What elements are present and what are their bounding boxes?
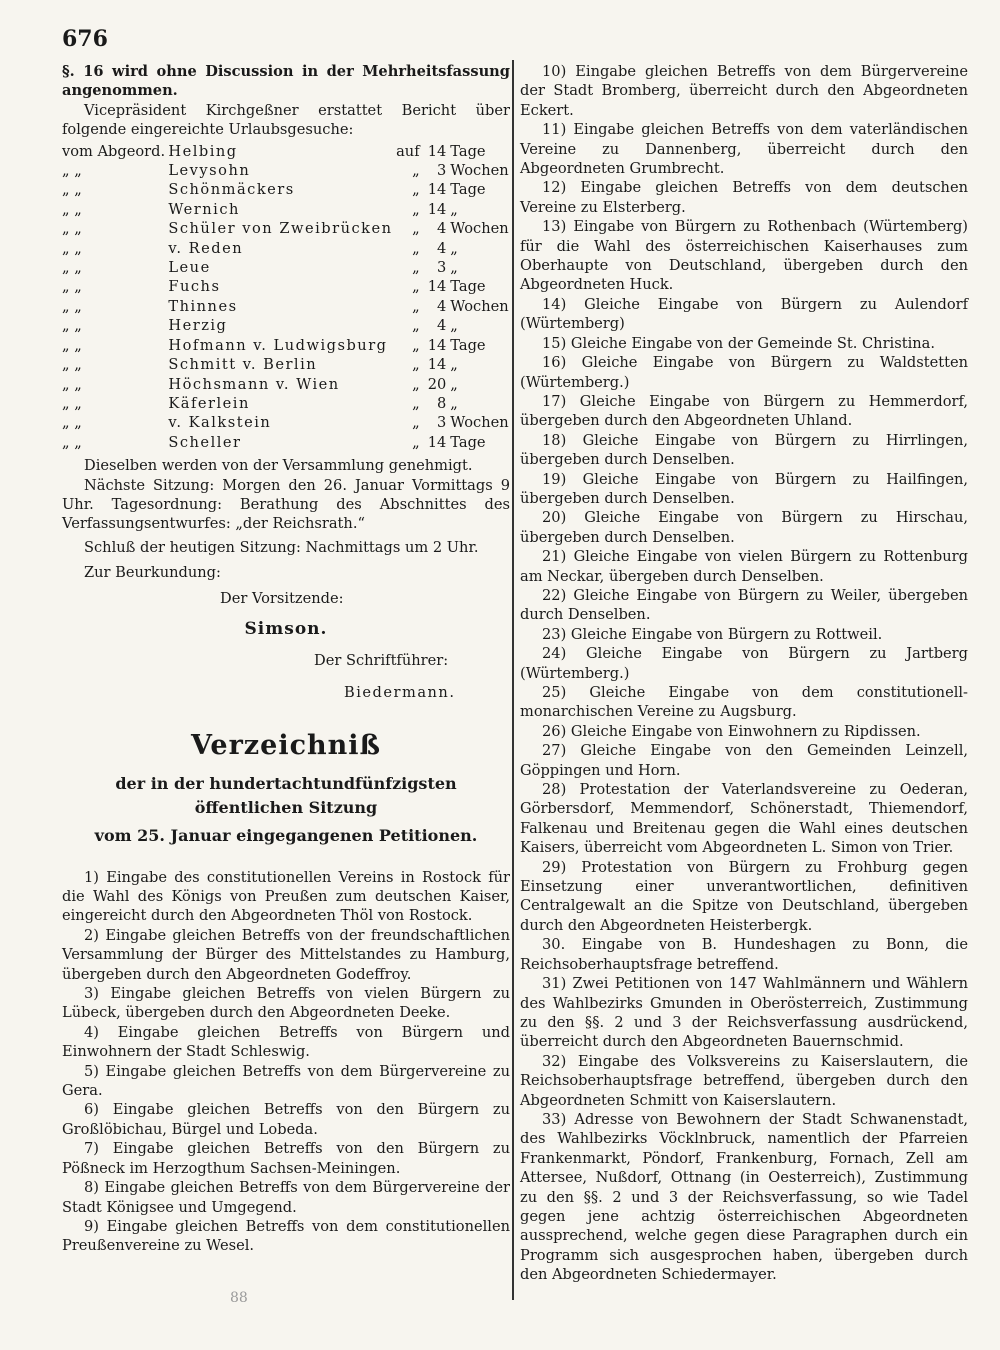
leave-request-prefix: „ „ bbox=[62, 278, 82, 296]
leave-request-unit: Wochen bbox=[450, 162, 509, 180]
leave-request-duration-prefix: „ bbox=[412, 239, 420, 257]
secretary-name: Biedermann. bbox=[344, 683, 456, 701]
petition-entry: 28) Protestation der Vaterlandsvereine zu Oederan, Görbersdorf, Memmendorf, Schönerstadt, Thiemendorf, Falkenau und Breitenau gegen die Wahl eines deutschen Kaisers, überreicht vom Abgeordneten L. Simon von Trier. bbox=[520, 781, 968, 857]
petition-entry: 21) Gleiche Eingabe von vielen Bürgern zu Rottenburg am Neckar, übergeben durch Denselben. bbox=[520, 548, 968, 585]
leave-request-name: Herzig bbox=[168, 317, 228, 335]
petition-entry: 15) Gleiche Eingabe von der Gemeinde St. Christina. bbox=[542, 334, 935, 352]
leave-request-duration bbox=[393, 413, 451, 432]
leave-request-duration-prefix: „ bbox=[412, 278, 420, 296]
next-session-paragraph: Nächste Sitzung: Morgen den 26. Januar Vormittags 9 Uhr. Tagesordnung: Berathung des Abschnittes des Verfassungsentwurfes: „der Reichsrath.“ bbox=[62, 476, 510, 533]
intro-paragraph: §. 16 wird ohne Discussion in der Mehrheitsfassung angenommen. bbox=[62, 63, 510, 100]
leave-request-unit: Wochen bbox=[450, 297, 509, 315]
leave-request-row bbox=[62, 142, 510, 161]
secretary-label: Der Schriftführer: bbox=[314, 652, 449, 670]
leave-request-duration-prefix: „ bbox=[412, 356, 420, 374]
leave-request-row bbox=[62, 433, 510, 452]
leave-request-unit: „ bbox=[450, 375, 458, 393]
leave-request-prefix: „ „ bbox=[62, 433, 82, 451]
leave-request-name: Höchsmann v. Wien bbox=[168, 375, 340, 393]
leave-request-duration-prefix: „ bbox=[412, 414, 420, 432]
leave-request-number: 20 bbox=[427, 375, 447, 393]
petition-list-subtitle-1: der in der hundertachtundfünfzigsten öffentlichen Sitzung bbox=[115, 773, 457, 817]
petition-entry: 23) Gleiche Eingabe von Bürgern zu Rottweil. bbox=[542, 625, 883, 643]
leave-request-duration bbox=[393, 355, 451, 374]
leave-request-duration bbox=[393, 297, 451, 316]
petition-entry: 17) Gleiche Eingabe von Bürgern zu Hemmerdorf, übergeben durch den Abgeordneten Uhland. bbox=[520, 392, 968, 430]
leave-request-unit: „ bbox=[450, 259, 458, 277]
approval-paragraph: Dieselben werden von der Versammlung genehmigt. bbox=[84, 457, 473, 475]
leave-request-duration bbox=[393, 394, 451, 413]
leave-request-unit: Tage bbox=[450, 142, 486, 160]
petition-entry: 30. Eingabe von B. Hundeshagen zu Bonn, die Reichsoberhauptsfrage betreffend. bbox=[520, 936, 968, 973]
leave-request-name: Helbing bbox=[168, 142, 238, 160]
leave-requests-table bbox=[62, 142, 510, 453]
leave-request-duration bbox=[393, 258, 451, 277]
leave-request-duration bbox=[393, 239, 451, 258]
leave-request-prefix: „ „ bbox=[62, 336, 82, 354]
leave-request-name: Leue bbox=[168, 259, 211, 277]
petition-entry: 24) Gleiche Eingabe von Bürgern zu Jartberg (Würtemberg.) bbox=[520, 645, 968, 682]
leave-request-prefix: „ „ bbox=[62, 414, 82, 432]
leave-request-name: Scheller bbox=[168, 433, 242, 451]
petition-entry: 19) Gleiche Eingabe von Bürgern zu Hailfingen, übergeben durch Denselben. bbox=[520, 470, 968, 507]
leave-request-row bbox=[62, 316, 510, 335]
leave-request-number: 3 bbox=[436, 162, 447, 180]
leave-request-duration-prefix: „ bbox=[412, 394, 420, 412]
leave-request-number: 8 bbox=[436, 394, 447, 412]
petition-entry: 29) Protestation von Bürgern zu Frohburg gegen Einsetzung einer unverantwortlichen, definitiven Centralgewalt an die Spitze von Deutschland, übergeben durch den Abgeordneten Heisterbergk. bbox=[520, 858, 968, 934]
leave-request-number: 4 bbox=[436, 220, 447, 238]
attestation-label: Zur Beurkundung: bbox=[84, 564, 221, 582]
leave-request-row bbox=[62, 394, 510, 413]
leave-request-row bbox=[62, 200, 510, 219]
petition-entry: 13) Eingabe von Bürgern zu Rothenbach (Würtemberg) für die Wahl des österreichischen Kaiserhauses zum Oberhaupte von Deutschland, übergeben durch den Abgeordneten Huck. bbox=[520, 218, 968, 294]
leave-request-prefix: „ „ bbox=[62, 162, 82, 180]
leave-request-prefix: „ „ bbox=[62, 356, 82, 374]
petition-list-subtitle-2: vom 25. Januar eingegangenen Petitionen. bbox=[94, 825, 478, 845]
right-petition-list bbox=[520, 62, 968, 1285]
leave-request-number: 3 bbox=[436, 259, 447, 277]
leave-request-name: Hofmann v. Ludwigsburg bbox=[168, 336, 388, 354]
leave-request-prefix: „ „ bbox=[62, 259, 82, 277]
petition-entry: 2) Eingabe gleichen Betreffs von der freundschaftlichen Versammlung der Bürger des Mittelstandes zu Hamburg, übergeben durch den Abgeordneten Godeffroy. bbox=[62, 926, 510, 983]
leave-request-prefix: „ „ bbox=[62, 297, 82, 315]
petition-entry: 18) Gleiche Eingabe von Bürgern zu Hirrlingen, übergeben durch Denselben. bbox=[520, 431, 968, 469]
petition-entry: 16) Gleiche Eingabe von Bürgern zu Waldstetten (Würtemberg.) bbox=[520, 354, 968, 391]
leave-request-prefix: „ „ bbox=[62, 375, 82, 393]
page-number: 676 bbox=[62, 26, 108, 52]
petition-entry: 10) Eingabe gleichen Betreffs von dem Bürgervereine der Stadt Bromberg, überreicht durch den Abgeordneten Eckert. bbox=[520, 63, 968, 119]
leave-request-prefix: vom Abgeord. bbox=[62, 142, 166, 160]
petition-list-title: Verzeichniß bbox=[190, 730, 382, 762]
leave-request-duration bbox=[393, 142, 451, 161]
leave-request-row bbox=[62, 239, 510, 258]
leave-request-number: 14 bbox=[427, 336, 447, 354]
petition-entry: 25) Gleiche Eingabe von dem constitutionell-monarchischen Vereine zu Augsburg. bbox=[520, 684, 968, 721]
leave-request-unit: Wochen bbox=[450, 220, 509, 238]
leave-request-number: 4 bbox=[436, 297, 447, 315]
left-column bbox=[62, 62, 510, 1256]
leave-request-name: Käferlein bbox=[168, 394, 250, 412]
leave-request-name: v. Reden bbox=[168, 239, 244, 257]
leave-request-unit: „ bbox=[450, 317, 458, 335]
closing-paragraph: Schluß der heutigen Sitzung: Nachmittags um 2 Uhr. bbox=[84, 538, 479, 556]
leave-request-duration-prefix: „ bbox=[412, 336, 420, 354]
leave-request-duration-prefix: „ bbox=[412, 162, 420, 180]
petition-entry: 5) Eingabe gleichen Betreffs von dem Bürgervereine zu Gera. bbox=[62, 1062, 510, 1100]
petition-entry: 31) Zwei Petitionen von 147 Wahlmännern und Wählern des Wahlbezirks Gmunden in Oberösterreich, Zustimmung zu den §§. 2 und 3 der Reichsverfassung ausdrückend, überreicht durch den Abgeordneten Bauernschmid. bbox=[520, 975, 968, 1051]
leave-request-prefix: „ „ bbox=[62, 239, 82, 257]
petition-entry: 22) Gleiche Eingabe von Bürgern zu Weiler, übergeben durch Denselben. bbox=[520, 586, 968, 624]
leave-request-unit: „ bbox=[450, 200, 458, 218]
leave-request-prefix: „ „ bbox=[62, 200, 82, 218]
leave-request-name: Fuchs bbox=[168, 278, 221, 296]
leave-request-number: 14 bbox=[427, 200, 447, 218]
leave-request-unit: Tage bbox=[450, 278, 486, 296]
leave-request-unit: Tage bbox=[450, 336, 486, 354]
petition-entry: 12) Eingabe gleichen Betreffs von dem deutschen Vereine zu Elsterberg. bbox=[520, 179, 968, 216]
leave-request-prefix: „ „ bbox=[62, 220, 82, 238]
leave-request-name: Schmitt v. Berlin bbox=[168, 356, 318, 374]
leave-request-number: 14 bbox=[427, 181, 447, 199]
leave-request-prefix: „ „ bbox=[62, 181, 82, 199]
leave-request-row bbox=[62, 355, 510, 374]
leave-request-row bbox=[62, 219, 510, 238]
leave-request-duration bbox=[393, 433, 451, 452]
leave-request-row bbox=[62, 297, 510, 316]
leave-request-row bbox=[62, 180, 510, 199]
leave-request-duration-prefix: auf bbox=[396, 142, 420, 160]
leave-request-number: 14 bbox=[427, 433, 447, 451]
leave-request-number: 3 bbox=[436, 414, 447, 432]
leave-request-prefix: „ „ bbox=[62, 394, 82, 412]
leave-request-row bbox=[62, 375, 510, 394]
leave-request-duration-prefix: „ bbox=[412, 297, 420, 315]
petition-entry: 33) Adresse von Bewohnern der Stadt Schwanenstadt, des Wahlbezirks Vöcklnbruck, namentlich der Pfarreien Frankenmarkt, Pöndorf, Frankenburg, Fornach, Zell am Attersee, Nußdorf, Ottnang (in Oesterreich), Zustimmung zu den §§. 2 und 3 der Reichsverfassung, so wie Tadel gegen jene achtzig österreichischen Abgeordneten aussprechend, welche gegen diese Paragraphen durch ein Programm sich ausgesprochen haben, übergeben durch den Abgeordneten Schiedermayer. bbox=[520, 1110, 968, 1284]
leave-request-name: Schüler von Zweibrücken bbox=[168, 220, 393, 238]
column-divider bbox=[512, 60, 514, 1300]
petition-entry: 1) Eingabe des constitutionellen Vereins in Rostock für die Wahl des Königs von Preußen zum deutschen Kaiser, eingereicht durch den Abgeordneten Thöl von Rostock. bbox=[62, 868, 510, 925]
petition-entry: 4) Eingabe gleichen Betreffs von Bürgern und Einwohnern der Stadt Schleswig. bbox=[62, 1023, 510, 1061]
leave-request-duration-prefix: „ bbox=[412, 259, 420, 277]
leave-request-duration-prefix: „ bbox=[412, 433, 420, 451]
report-paragraph: Vicepräsident Kirchgeßner erstattet Bericht über folgende eingereichte Urlaubsgesuche: bbox=[62, 101, 510, 139]
leave-request-duration-prefix: „ bbox=[412, 375, 420, 393]
leave-request-number: 4 bbox=[436, 317, 447, 335]
petition-entry: 14) Gleiche Eingabe von Bürgern zu Aulendorf (Würtemberg) bbox=[520, 295, 968, 333]
leave-request-prefix: „ „ bbox=[62, 317, 82, 335]
leave-request-number: 4 bbox=[436, 239, 447, 257]
leave-request-duration bbox=[393, 180, 451, 199]
petition-entry: 6) Eingabe gleichen Betreffs von den Bürgern zu Großlöbichau, Bürgel und Lobeda. bbox=[62, 1101, 510, 1138]
leave-request-number: 14 bbox=[427, 278, 447, 296]
leave-request-unit: „ bbox=[450, 394, 458, 412]
leave-request-name: Levysohn bbox=[168, 162, 251, 180]
leave-request-duration-prefix: „ bbox=[412, 220, 420, 238]
petition-entry: 9) Eingabe gleichen Betreffs von dem constitutionellen Preußenvereine zu Wesel. bbox=[62, 1217, 510, 1255]
petition-entry: 11) Eingabe gleichen Betreffs von dem vaterländischen Vereine zu Dannenberg, überreicht durch den Abgeordneten Grumbrecht. bbox=[520, 121, 968, 178]
leave-request-row bbox=[62, 161, 510, 180]
leave-request-name: v. Kalkstein bbox=[168, 414, 272, 432]
leave-request-duration bbox=[393, 200, 451, 219]
petition-entry: 8) Eingabe gleichen Betreffs von dem Bürgervereine der Stadt Königsee und Umgegend. bbox=[62, 1179, 510, 1216]
petition-entry: 20) Gleiche Eingabe von Bürgern zu Hirschau, übergeben durch Denselben. bbox=[520, 509, 968, 546]
leave-request-duration bbox=[393, 219, 451, 238]
petition-entry: 3) Eingabe gleichen Betreffs von vielen Bürgern zu Lübeck, übergeben durch den Abgeordneten Deeke. bbox=[62, 985, 510, 1022]
leave-request-duration bbox=[393, 277, 451, 296]
leave-request-duration bbox=[393, 316, 451, 335]
petition-entry: 26) Gleiche Eingabe von Einwohnern zu Ripdissen. bbox=[542, 722, 921, 740]
leave-request-name: Wernich bbox=[168, 200, 240, 218]
leave-request-unit: Wochen bbox=[450, 414, 509, 432]
leave-request-duration-prefix: „ bbox=[412, 181, 420, 199]
leave-request-unit: „ bbox=[450, 356, 458, 374]
leave-request-unit: Tage bbox=[450, 433, 486, 451]
leave-request-row bbox=[62, 413, 510, 432]
leave-request-number: 14 bbox=[427, 356, 447, 374]
chair-label: Der Vorsitzende: bbox=[220, 589, 344, 607]
leave-request-unit: Tage bbox=[450, 181, 486, 199]
petition-entry: 7) Eingabe gleichen Betreffs von den Bürgern zu Pößneck im Herzogthum Sachsen-Meiningen. bbox=[62, 1140, 510, 1177]
leave-request-row bbox=[62, 277, 510, 296]
leave-request-duration-prefix: „ bbox=[412, 200, 420, 218]
bleed-through-mark: 88 bbox=[230, 1290, 248, 1306]
right-column bbox=[520, 62, 968, 1285]
leave-request-number: 14 bbox=[427, 142, 447, 160]
leave-request-unit: „ bbox=[450, 239, 458, 257]
leave-request-name: Thinnes bbox=[168, 297, 238, 315]
leave-request-row bbox=[62, 258, 510, 277]
left-petition-list bbox=[62, 868, 510, 1256]
leave-request-row bbox=[62, 336, 510, 355]
leave-request-duration bbox=[393, 336, 451, 355]
leave-request-duration-prefix: „ bbox=[412, 317, 420, 335]
leave-request-duration bbox=[393, 375, 451, 394]
leave-request-duration bbox=[393, 161, 451, 180]
chair-name: Simson. bbox=[244, 618, 328, 639]
leave-request-name: Schönmäckers bbox=[168, 181, 295, 199]
petition-entry: 32) Eingabe des Volksvereins zu Kaiserslautern, die Reichsoberhauptsfrage betreffend, übergeben durch den Abgeordneten Schmitt von Kaiserslautern. bbox=[520, 1052, 968, 1109]
petition-entry: 27) Gleiche Eingabe von den Gemeinden Leinzell, Göppingen und Horn. bbox=[520, 742, 968, 779]
